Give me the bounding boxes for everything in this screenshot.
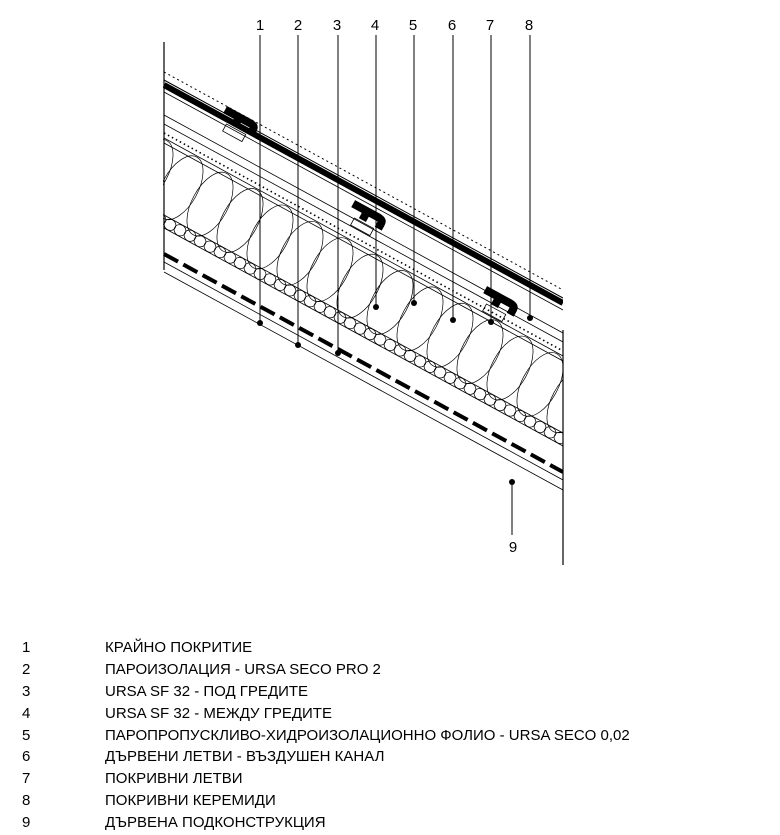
insulation-loop: [582, 447, 598, 462]
insulation-loop: [412, 354, 428, 369]
legend-text: ДЪРВЕНА ПОДКОНСТРУКЦИЯ: [105, 813, 326, 831]
legend-text: URSA SF 32 - ПОД ГРЕДИТЕ: [105, 682, 309, 700]
insulation-loop: [447, 312, 512, 391]
legend-text: URSA SF 32 - МЕЖДУ ГРЕДИТЕ: [105, 704, 332, 722]
roof-tiles-layer: [164, 72, 563, 310]
legend-row: [22, 681, 772, 703]
legend-number: 3: [22, 682, 31, 700]
legend-text: ПОКРИВНИ КЕРЕМИДИ: [105, 791, 276, 809]
insulation-loop: [292, 288, 308, 303]
insulation-loop: [472, 386, 488, 401]
insulation-loop: [382, 337, 398, 352]
legend-number: 7: [22, 770, 31, 788]
legend-row: [22, 637, 772, 659]
legend-row: [22, 659, 772, 681]
insulation-loop: [262, 272, 278, 287]
battens-layer: [164, 115, 563, 342]
callout-1: 1: [255, 17, 265, 34]
insulation-loop: [267, 214, 332, 293]
callout-8: 8: [524, 17, 534, 34]
insulation-loop: [572, 441, 588, 456]
vapour-barrier-line: [164, 254, 563, 472]
legend-number: 8: [22, 791, 31, 809]
callout-7: 7: [485, 17, 495, 34]
legend-text: КРАЙНО ПОКРИТИЕ: [105, 639, 253, 657]
legend-text: ПАРОПРОПУСКЛИВО-ХИДРОИЗОЛАЦИОННО ФОЛИО - URSA SECO 0,02: [105, 726, 630, 744]
legend-number: 6: [22, 748, 31, 766]
legend-number: 2: [22, 661, 31, 679]
membrane-line-outer: [164, 138, 563, 356]
legend-row: [22, 746, 772, 768]
legend-text: ПОКРИВНИ ЛЕТВИ: [105, 770, 243, 788]
insulation-loop: [502, 403, 518, 418]
insulation-loop: [297, 230, 362, 309]
leader-lines: [260, 35, 530, 535]
legend-row: [22, 811, 772, 833]
insulation-loop: [202, 239, 218, 254]
legend-number: 4: [22, 704, 31, 722]
membrane-line: [164, 133, 563, 351]
insulation-loop: [147, 148, 212, 227]
insulation-loop: [327, 247, 392, 326]
insulation-loop: [477, 329, 542, 408]
legend-number: 9: [22, 813, 31, 831]
insulation-loop: [177, 165, 242, 244]
callout-9: 9: [508, 539, 518, 556]
callout-4: 4: [370, 17, 380, 34]
callout-5: 5: [408, 17, 418, 34]
insulation-loop: [232, 255, 248, 270]
legend-text: ПАРОИЗОЛАЦИЯ - URSA SECO PRO 2: [105, 661, 381, 679]
legend-text: ДЪРВЕНИ ЛЕТВИ - ВЪЗДУШЕН КАНАЛ: [105, 748, 385, 766]
insulation-loop: [172, 223, 188, 238]
insulation-loop: [562, 436, 578, 451]
insulation-loop: [352, 321, 368, 336]
insulation-loop: [537, 361, 602, 440]
legend: [22, 637, 772, 833]
insulation-loop: [117, 132, 182, 211]
insulation-loop: [237, 198, 302, 277]
legend-row: [22, 724, 772, 746]
insulation-loop: [322, 304, 338, 319]
insulation-loop: [387, 280, 452, 359]
legend-number: 5: [22, 726, 31, 744]
legend-row: [22, 702, 772, 724]
legend-number: 1: [22, 639, 31, 657]
insulation-loop: [207, 181, 272, 260]
callout-3: 3: [332, 17, 342, 34]
callout-6: 6: [447, 17, 457, 34]
callout-2: 2: [293, 17, 303, 34]
insulation-loop: [532, 419, 548, 434]
legend-row: [22, 790, 772, 812]
legend-row: [22, 768, 772, 790]
insulation-loop: [142, 206, 158, 221]
insulation-loop: [442, 370, 458, 385]
insulation-loop: [417, 296, 482, 375]
